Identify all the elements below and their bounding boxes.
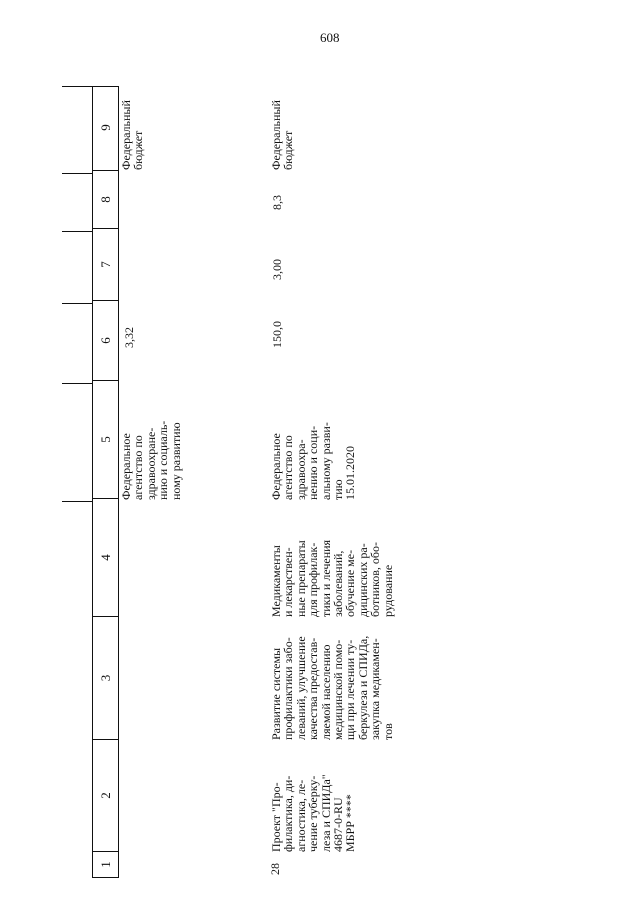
rotated-table-page (0, 40, 600, 880)
row-28-value-col6: 150,0 (270, 321, 284, 348)
row-28-description: Развитие системы профилактики забо- леваний, улучшение качества предостав- ляемой населению медицинской помо- щи при лечении ту- беркулеза и СПИДа, закупка медикамен- тов (269, 635, 395, 740)
header-col-5: 5 (93, 381, 118, 499)
row-28-project: Проект "Про- филактика, ди- агностика, ле- чение туберку- леза и СПИДа" 4687-0-RU МБРР **** (269, 774, 358, 852)
row-28-agency: Федеральное агентство по здравоохра- нению и соци- альному разви- тию 15.01.2020 (269, 422, 358, 500)
header-col-3: 3 (93, 617, 118, 740)
page-number: 608 (320, 30, 340, 45)
header-col-7: 7 (93, 229, 118, 301)
column-divider (62, 173, 92, 174)
column-divider (62, 303, 92, 304)
table-header-row (92, 86, 119, 878)
header-col-9: 9 (93, 85, 118, 171)
column-divider (62, 501, 92, 502)
row-28-value-col8: 8,3 (270, 195, 284, 210)
table-right-border (62, 86, 92, 87)
row-28-items: Медикаменты и лекарствен- ные препараты для профилак- тики и лечения заболеваний, обучение ме- дицинских ра- ботников, обо- рудование (269, 539, 395, 617)
continued-row-value-col6: 3,32 (122, 327, 136, 348)
row-28-budget: Федеральный бюджет (269, 100, 296, 170)
header-col-2: 2 (93, 740, 118, 852)
row-28-value-col7: 3,00 (270, 259, 284, 280)
column-divider (62, 383, 92, 384)
row-28-number: 28 (268, 863, 282, 875)
header-col-1: 1 (97, 861, 113, 868)
header-col-8: 8 (93, 171, 118, 229)
header-col-6: 6 (93, 301, 118, 381)
continued-row-budget: Федеральный бюджет (119, 100, 146, 170)
column-divider (62, 231, 92, 232)
continued-row-agency: Федеральное агентство по здравоохране- нию и социаль- ному развитию (119, 420, 183, 500)
header-col-4: 4 (93, 499, 118, 617)
